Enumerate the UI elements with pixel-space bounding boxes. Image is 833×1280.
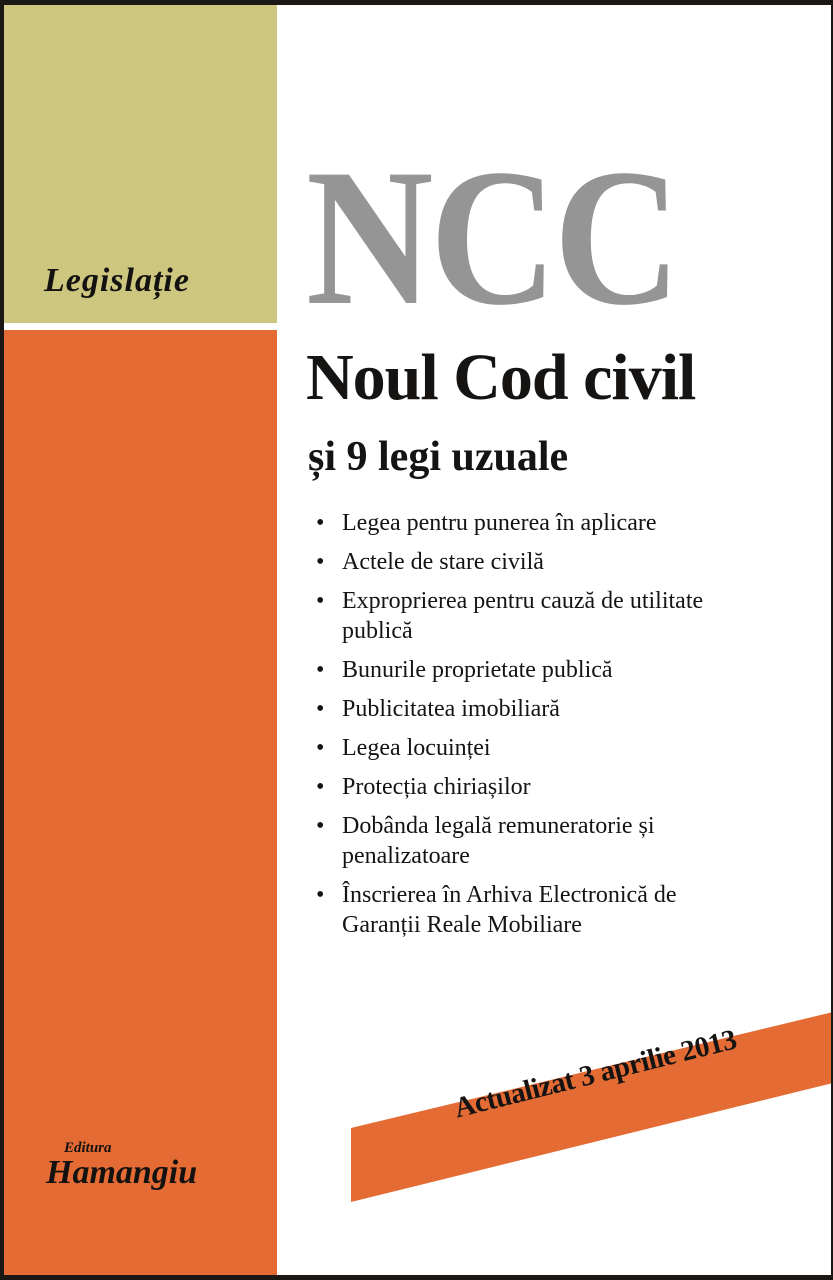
bullet-icon: • <box>316 696 325 722</box>
list-item-text: Exproprierea pentru cauză de utilitate publică <box>342 588 704 644</box>
publisher-prefix: Editura <box>64 1140 112 1156</box>
bullet-icon: • <box>316 549 325 575</box>
bullet-icon: • <box>316 882 325 908</box>
list-item-text: Înscrierea în Arhiva Electronică de Garanții Reale Mobiliare <box>342 882 677 938</box>
publisher-name: Hamangiu <box>46 1154 198 1191</box>
series-label: Legislație <box>44 262 190 299</box>
updated-date: Actualizat 3 aprilie 2013 <box>451 1023 740 1125</box>
bullet-icon: • <box>316 813 325 839</box>
bullet-icon: • <box>316 588 325 614</box>
list-item-text: Legea locuinței <box>342 735 491 761</box>
list-item-text: Dobânda legală remuneratorie și penalizatoare <box>342 813 655 869</box>
bullet-icon: • <box>316 657 325 683</box>
list-item-text: Legea pentru punerea în aplicare <box>342 510 657 536</box>
bullet-icon: • <box>316 774 325 800</box>
list-item-text: Publicitatea imobiliară <box>342 696 560 722</box>
book-title: Noul Cod civil <box>306 341 696 414</box>
list-item-text: Protecția chiriașilor <box>342 774 531 800</box>
bullet-icon: • <box>316 735 325 761</box>
list-item-text: Bunurile proprietate publică <box>342 657 613 683</box>
book-subtitle: și 9 legi uzuale <box>308 434 569 480</box>
bullet-icon: • <box>316 510 325 536</box>
acronym-heading: NCC <box>306 129 678 346</box>
list-item-text: Actele de stare civilă <box>342 549 544 575</box>
